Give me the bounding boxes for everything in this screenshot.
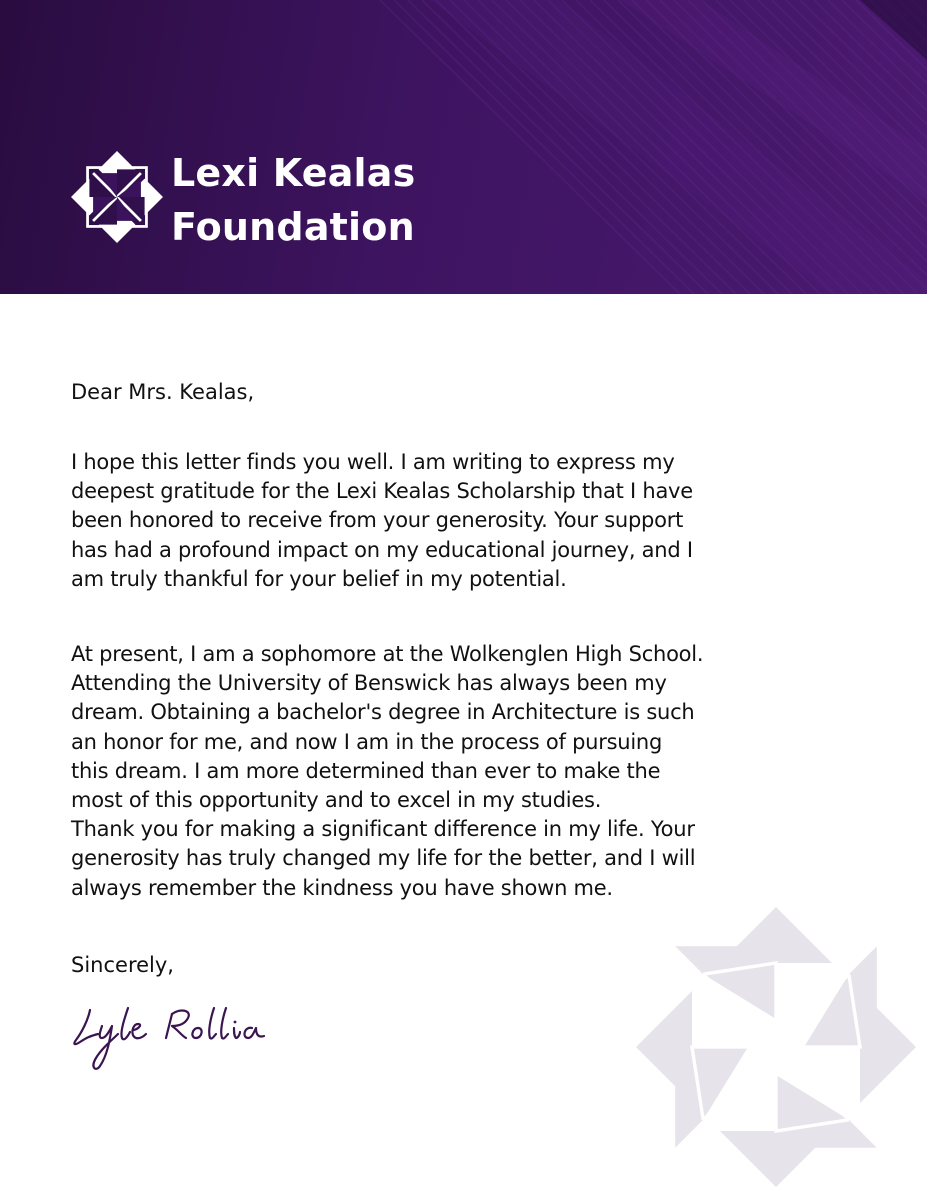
letter-line: Attending the University of Benswick has always been my <box>71 671 667 696</box>
brand-line-2: Foundation <box>171 205 415 249</box>
letter-line: am truly thankful for your belief in my potential. <box>71 566 567 591</box>
letter-line: dream. Obtaining a bachelor's degree in Architecture is such <box>71 700 695 725</box>
letter-line: always remember the kindness you have shown me. <box>71 875 613 900</box>
letter-line: At present, I am a sophomore at the Wolkenglen High School. <box>71 642 704 666</box>
letter-line: generosity has truly changed my life for the better, and I will <box>71 846 696 871</box>
brand-line-1: Lexi Kealas <box>171 151 416 195</box>
letter-line: Thank you for making a significant difference in my life. Your <box>71 817 695 842</box>
salutation: Dear Mrs. Kealas, <box>71 380 255 404</box>
letter-line: this dream. I am more determined than ever to make the <box>71 758 661 783</box>
letterhead-banner <box>0 0 927 294</box>
letter-line: has had a profound impact on my educational journey, and I <box>71 537 693 562</box>
letter-paragraph-1 <box>71 448 771 594</box>
letter-line: most of this opportunity and to excel in my studies. <box>71 788 602 813</box>
letter-line: deepest gratitude for the Lexi Kealas Scholarship that I have <box>71 479 693 504</box>
handwritten-signature <box>68 996 283 1078</box>
letter-line: been honored to receive from your generosity. Your support <box>71 508 684 533</box>
letter-paragraph-2 <box>71 640 771 903</box>
pinwheel-logo-icon <box>71 151 163 243</box>
pinwheel-watermark-icon <box>636 907 916 1187</box>
closing: Sincerely, <box>71 953 174 977</box>
letter-line: I hope this letter finds you well. I am writing to express my <box>71 450 675 474</box>
letter-line: an honor for me, and now I am in the process of pursuing <box>71 729 663 754</box>
foundation-name <box>171 146 471 254</box>
